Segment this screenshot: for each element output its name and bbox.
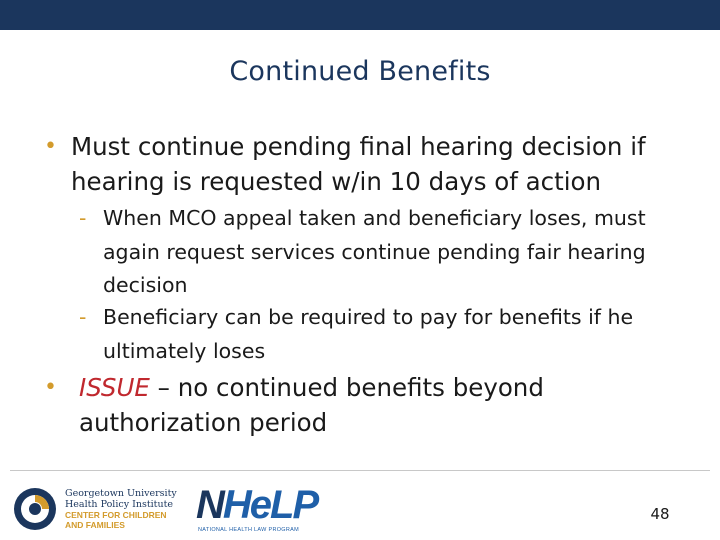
bullet-text: – no continued benefits beyond authorization period: [79, 373, 544, 437]
bullet-marker: •: [44, 134, 57, 159]
nhelp-n: N: [196, 483, 223, 527]
logo-line-4: AND FAMILIES: [65, 520, 125, 530]
sub-bullet-pay-benefits: [79, 301, 703, 368]
issue-highlight: ISSUE: [79, 373, 150, 402]
logo-line-1: Georgetown University: [65, 488, 177, 499]
slide-title: Continued Benefits: [229, 56, 491, 87]
nhelp-wordmark: [196, 483, 317, 528]
nhelp-logo: [196, 483, 318, 535]
header-bar: [0, 0, 720, 30]
georgetown-seal-icon: [12, 486, 58, 532]
sub-bullet-marker: -: [79, 305, 87, 329]
logo-line-2: Health Policy Institute: [65, 499, 174, 510]
sub-bullet-marker: -: [79, 206, 87, 230]
georgetown-hpi-logo: [12, 484, 182, 534]
page-number: 48: [650, 505, 670, 523]
bullet-marker: •: [44, 375, 57, 400]
footer-divider: [10, 470, 710, 471]
sub-bullet-text: When MCO appeal taken and beneficiary loses, must again request services continue pending fair hearing decision: [103, 206, 646, 297]
bullet-continue-pending: [44, 129, 711, 199]
nhelp-tagline: NATIONAL HEALTH LAW PROGRAM: [198, 527, 300, 533]
bullet-issue: [44, 370, 699, 440]
sub-bullet-text: Beneficiary can be required to pay for benefits if he ultimately loses: [103, 305, 634, 363]
georgetown-text: [65, 488, 177, 530]
bullet-text: Must continue pending final hearing decision if hearing is requested w/in 10 days of action: [71, 132, 646, 196]
logo-line-3: CENTER FOR CHILDREN: [65, 510, 167, 520]
sub-bullet-mco-appeal: [79, 202, 703, 303]
nhelp-rest: HeLP: [222, 483, 318, 527]
